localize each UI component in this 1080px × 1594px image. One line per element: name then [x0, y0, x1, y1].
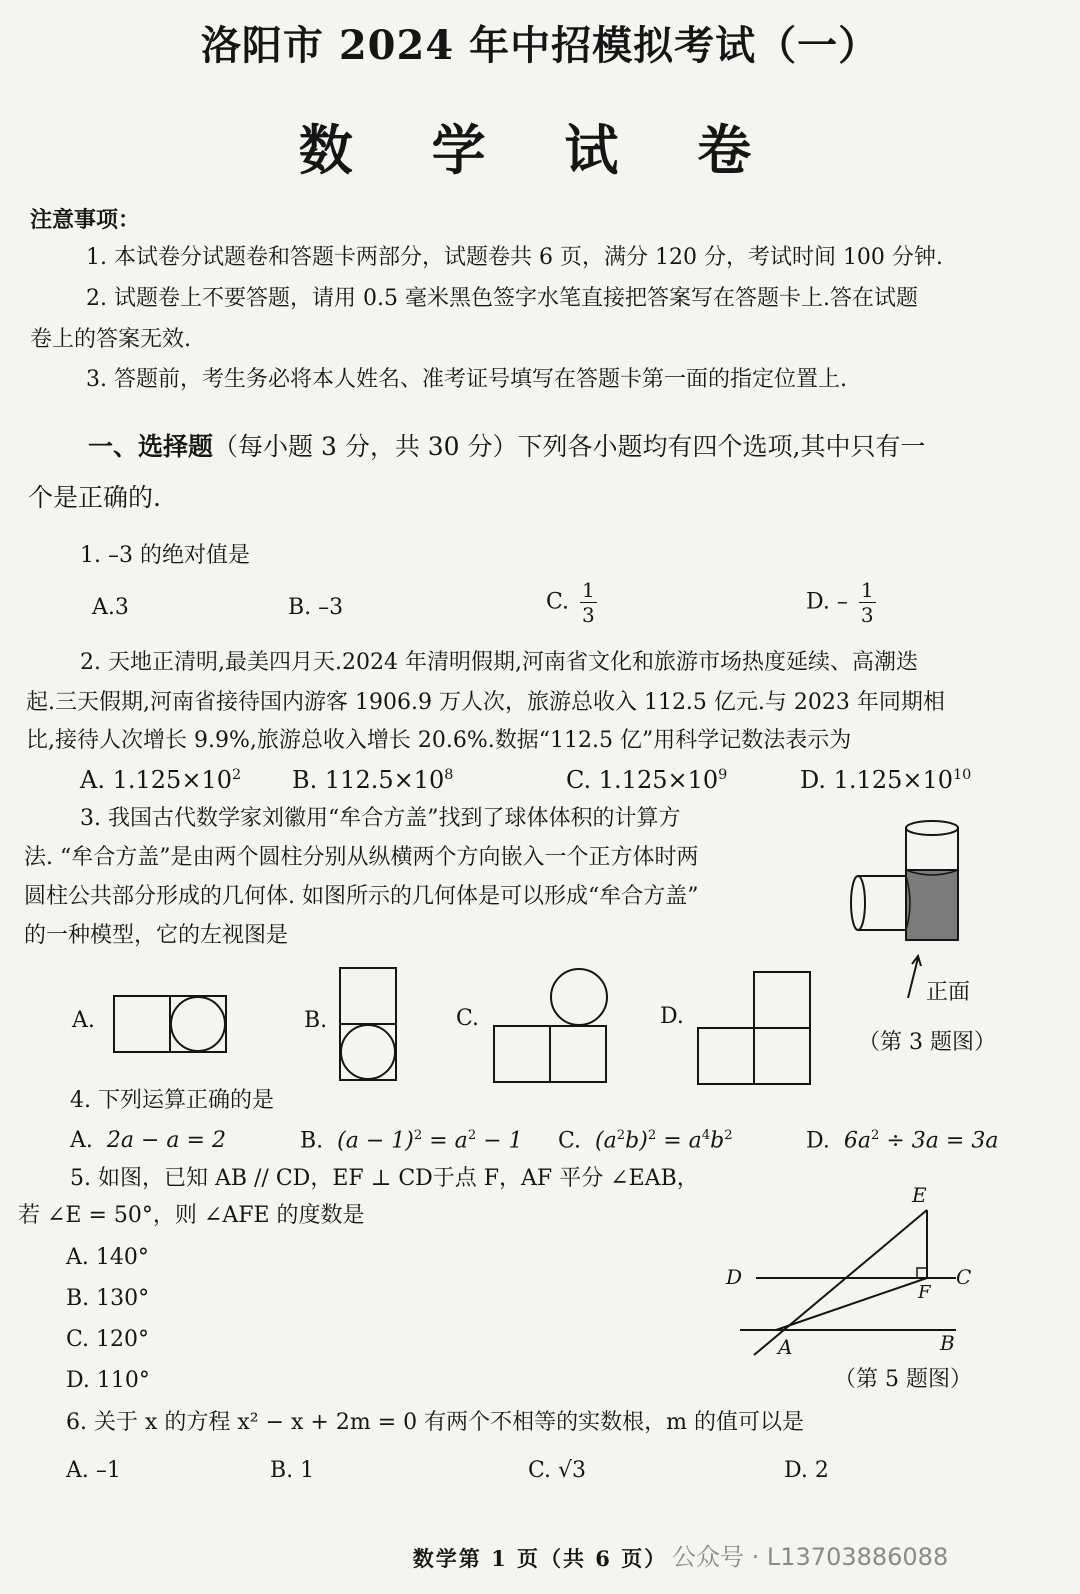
q3-b-circle: [341, 1025, 395, 1079]
q4-option-c-exp-2: 2: [647, 1128, 657, 1143]
q2-option-b-base: 112.5×10: [324, 766, 445, 794]
section-1-title: 一、选择题: [88, 432, 214, 461]
q2-option-c-base: 1.125×10: [598, 766, 719, 794]
q2-option-b: [292, 766, 453, 795]
q2-line-2: 起.三天假期,河南省接待国内游客 1906.9 万人次，旅游总收入 112.5 亿元.与 2023 年同期相: [26, 690, 945, 715]
q5-point-D: D: [726, 1265, 743, 1289]
q4-option-c-exp-4: 2: [724, 1128, 733, 1143]
q6-option-b: B. 1: [270, 1458, 315, 1483]
q6-option-c: C. √3: [528, 1458, 587, 1483]
q1-option-c-denominator: 3: [582, 603, 595, 627]
q1-option-c-numerator: 1: [582, 578, 595, 602]
q2-option-b-exponent: 8: [444, 767, 454, 783]
q1-option-c-label: C.: [546, 589, 570, 615]
q2-option-a-base: 1.125×10: [112, 766, 232, 794]
q3-option-d-label: D.: [660, 1004, 684, 1029]
q1-option-c: [546, 580, 597, 625]
q5-option-d: D. 110°: [66, 1368, 150, 1393]
section-1-desc-b: 个是正确的.: [28, 483, 161, 512]
q2-option-b-label: B.: [292, 766, 318, 794]
q6-stem: 6. 关于 x 的方程 x² − x + 2m = 0 有两个不相等的实数根，m 的值可以是: [66, 1410, 804, 1435]
q3-b-top-square: [340, 968, 396, 1024]
q4-option-c-expr-4: b: [710, 1128, 725, 1154]
q4-option-c-expr-2: b): [625, 1128, 648, 1154]
q5-point-C: C: [956, 1265, 972, 1289]
notice-item-2b: 卷上的答案无效.: [30, 327, 191, 352]
q5-option-b: B. 130°: [66, 1286, 150, 1311]
q4-option-b-expr-2: = a: [422, 1128, 468, 1154]
notice-heading: 注意事项：: [30, 208, 141, 233]
q3-a-circle: [171, 997, 225, 1051]
q2-option-d-base: 1.125×10: [833, 766, 954, 794]
q2-option-c-label: C.: [566, 766, 592, 794]
q3-cube-shaded-face: [906, 870, 958, 940]
q4-option-c-label: C.: [558, 1128, 582, 1154]
q3-figure-caption: （第 3 题图）: [858, 1030, 996, 1055]
q3-option-c-view: [492, 966, 608, 1084]
q3-d-top-square: [754, 972, 810, 1028]
q5-point-A: A: [778, 1335, 793, 1359]
q5-option-a: A. 140°: [66, 1245, 149, 1270]
q3-c-circle: [551, 969, 607, 1025]
q1-option-d-fraction: [859, 580, 876, 625]
q6-option-d: D. 2: [784, 1458, 829, 1483]
q3-option-c-label: C.: [456, 1006, 480, 1031]
q3-option-b-label: B.: [304, 1008, 328, 1033]
q4-option-b-exp-1: 2: [413, 1128, 423, 1143]
exam-subtitle: 数 学 试 卷: [298, 118, 782, 182]
q2-option-a-label: A.: [80, 766, 105, 794]
q2-option-c: [566, 766, 727, 795]
q4-option-b-expr-1: (a − 1): [337, 1128, 414, 1154]
q5-option-c: C. 120°: [66, 1327, 150, 1352]
q3-d-left-square: [698, 1028, 754, 1084]
q3-solid-figure: [848, 818, 968, 948]
q5-point-E: E: [912, 1183, 927, 1207]
q4-option-c: [558, 1128, 733, 1155]
q4-option-c-exp-1: 2: [616, 1128, 626, 1143]
q3-option-b-view: [338, 966, 398, 1082]
q2-option-d: [800, 766, 971, 795]
section-1-heading: [88, 427, 925, 463]
q3-hcyl-end: [851, 876, 865, 930]
q5-point-B: B: [940, 1331, 955, 1355]
q3-c-right-square: [550, 1026, 606, 1082]
q4-option-a: [70, 1128, 226, 1154]
q5-point-F: F: [918, 1282, 931, 1303]
q3-line-3: 圆柱公共部分形成的几何体. 如图所示的几何体是可以形成“牟合方盖”: [24, 884, 699, 909]
q4-option-d-expr-1: 6a: [843, 1128, 871, 1154]
q1-option-b: B. –3: [288, 595, 344, 620]
q2-option-a: [80, 766, 241, 795]
q2-option-a-exponent: 2: [231, 767, 242, 783]
q2-option-d-label: D.: [800, 766, 827, 794]
notice-item-1: 1. 本试卷分试题卷和答题卡两部分，试题卷共 6 页，满分 120 分，考试时间 100 分钟.: [86, 245, 943, 270]
q4-stem: 4. 下列运算正确的是: [70, 1088, 274, 1113]
q4-option-b-expr-3: − 1: [476, 1128, 523, 1154]
q1-option-d-denominator: 3: [860, 603, 874, 627]
q5-geometry-figure: [720, 1180, 980, 1370]
q4-option-b-exp-2: 2: [467, 1128, 477, 1143]
q4-option-b-label: B.: [300, 1128, 324, 1154]
q1-stem: 1. –3 的绝对值是: [80, 543, 250, 568]
q3-line-2: 法. “牟合方盖”是由两个圆柱分别从纵横两个方向嵌入一个正方体时两: [24, 845, 699, 870]
q6-option-a: A. –1: [66, 1458, 121, 1483]
q4-option-a-expr: 2a − a = 2: [106, 1128, 226, 1153]
q2-option-d-exponent: 10: [953, 767, 972, 783]
watermark: 公众号 · L13703886088: [672, 1543, 949, 1571]
q5-line-AE: [754, 1210, 927, 1355]
q1-option-d-label: D. –: [806, 589, 848, 615]
q4-option-c-exp-3: 4: [701, 1128, 711, 1143]
q4-option-c-expr-3: = a: [656, 1128, 702, 1154]
q3-d-right-square: [754, 1028, 810, 1084]
exam-title: 洛阳市 2024 年中招模拟考试（一）: [200, 22, 880, 69]
q5-line-2: 若 ∠E = 50°，则 ∠AFE 的度数是: [18, 1203, 365, 1228]
q5-line-1: 5. 如图，已知 AB // CD，EF ⊥ CD于点 F，AF 平分 ∠EAB，: [70, 1166, 699, 1191]
q2-option-c-exponent: 9: [718, 767, 728, 783]
q3-line-1: 3. 我国古代数学家刘徽用“牟合方盖”找到了球体体积的计算方: [80, 806, 681, 831]
q2-line-3: 比,接待人次增长 9.9%,旅游总收入增长 20.6%.数据“112.5 亿”用科学记数法表示为: [26, 728, 852, 753]
section-1-desc-a: （每小题 3 分，共 30 分）下列各小题均有四个选项,其中只有一: [213, 432, 926, 461]
q1-option-d: [806, 580, 876, 625]
q4-option-d-expr-2: ÷ 3a = 3a: [879, 1128, 999, 1154]
q4-option-d: [806, 1128, 998, 1155]
q4-option-d-exp-1: 2: [870, 1128, 880, 1143]
q2-line-1: 2. 天地正清明,最美四月天.2024 年清明假期,河南省文化和旅游市场热度延续、高潮迭: [80, 650, 918, 675]
q3-line-4: 的一种模型，它的左视图是: [24, 923, 289, 948]
q4-option-d-label: D.: [806, 1128, 830, 1154]
q5-right-angle-icon: [917, 1268, 927, 1278]
q1-option-d-numerator: 1: [860, 578, 874, 602]
q4-option-b: [300, 1128, 523, 1155]
q3-c-left-square: [494, 1026, 550, 1082]
q1-option-c-fraction: [580, 580, 597, 625]
page-footer: 数学第 1 页（共 6 页）: [412, 1546, 668, 1571]
q4-option-a-label: A.: [70, 1128, 93, 1153]
q3-vcyl-top: [906, 821, 958, 835]
q5-segment-AF: [776, 1278, 927, 1330]
q3-option-d-view: [696, 970, 812, 1086]
q4-option-c-expr-1: (a: [595, 1128, 617, 1154]
notice-item-3: 3. 答题前，考生务必将本人姓名、准考证号填写在答题卡第一面的指定位置上.: [86, 367, 847, 392]
notice-item-2a: 2. 试题卷上不要答题，请用 0.5 毫米黑色签字水笔直接把答案写在答题卡上.答在试题: [86, 286, 918, 311]
q3-option-a-label: A.: [72, 1008, 95, 1033]
q1-option-a: A.3: [92, 595, 129, 620]
q5-figure-caption: （第 5 题图）: [834, 1367, 972, 1392]
q3-option-a-view: [112, 994, 228, 1054]
q3-a-left-square: [114, 996, 170, 1052]
q3-front-label: 正面: [926, 980, 971, 1005]
